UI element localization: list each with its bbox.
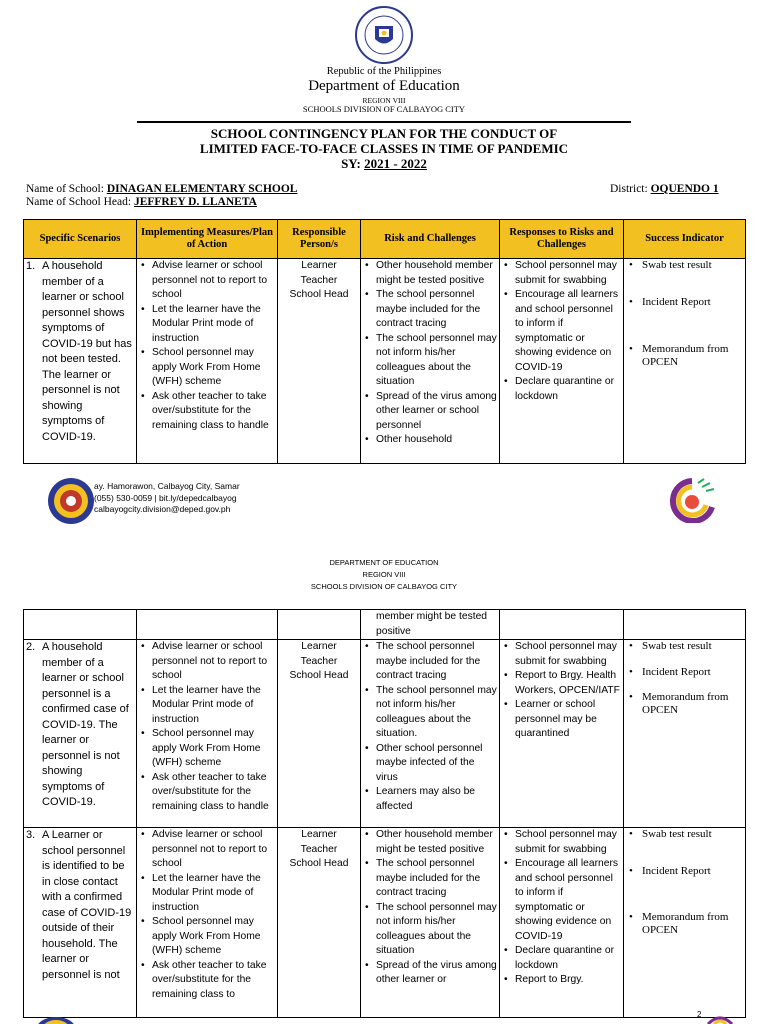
school-head-line: Name of School Head: JEFFREY D. LLANETA <box>26 196 257 208</box>
list-item: • Incident Report <box>624 296 745 309</box>
measures-cell <box>137 259 278 464</box>
list-item: • School personnel may submit for swabbing <box>500 259 623 288</box>
list-item: • Memorandum from OPCEN <box>624 911 745 936</box>
list-item: • School personnel may apply Work From Home (WFH) scheme <box>137 346 277 390</box>
list-item: • Report to Brgy. <box>500 973 623 988</box>
risks-cell <box>361 828 500 1018</box>
list-item: • The school personnel may not inform his/her colleagues about the situation <box>361 901 499 959</box>
list-item: • The school personnel maybe included for the contract tracing <box>361 640 499 684</box>
responses-cell <box>500 828 624 1018</box>
risks-cell: member might be tested positive <box>361 610 500 640</box>
school-name: DINAGAN ELEMENTARY SCHOOL <box>106 183 298 195</box>
school-head: JEFFREY D. LLANETA <box>133 196 257 208</box>
list-item: • Let the learner have the Modular Print mode of instruction <box>137 303 277 347</box>
school-year: SY: 2021 - 2022 <box>341 156 427 171</box>
list-item: • Swab test result <box>624 259 745 272</box>
risks-cell <box>361 259 500 464</box>
list-item: • Encourage all learners and school personnel to inform if symptomatic or showing evidence on COVID-19 <box>500 288 623 375</box>
document-title <box>0 126 768 171</box>
success-cell <box>624 828 746 1018</box>
page2-division: SCHOOLS DIVISION OF CALBAYOG CITY <box>310 582 458 591</box>
table-header-row <box>24 220 746 259</box>
list-item: • Report to Brgy. Health Workers, OPCEN/IATF <box>500 669 623 698</box>
list-item: • Declare quarantine or lockdown <box>500 375 623 404</box>
list-item: • School personnel may submit for swabbing <box>500 828 623 857</box>
table-row <box>24 640 746 828</box>
school-name-line: Name of School: DINAGAN ELEMENTARY SCHOOL <box>26 183 298 195</box>
responses-cell <box>500 259 624 464</box>
list-item: • Swab test result <box>624 828 745 841</box>
division-seal-logo-partial <box>36 1016 76 1024</box>
scenario-cell: 3. A Learner or school personnel is identified to be in close contact with a confirmed case of COVID-19 outside of their household. The learner or personnel is not <box>24 828 137 1018</box>
measures-cell <box>137 828 278 1018</box>
list-item: • Advise learner or school personnel not to report to school <box>137 828 277 872</box>
list-item: • Spread of the virus among other learner or <box>361 959 499 988</box>
emblem-logo <box>664 477 720 523</box>
list-item: • Incident Report <box>624 865 745 878</box>
list-item: • Other school personnel maybe infected of the virus <box>361 742 499 786</box>
district-line: District: OQUENDO 1 <box>610 183 719 195</box>
table-row <box>24 610 746 640</box>
list-item: • Memorandum from OPCEN <box>624 691 745 716</box>
division-seal-logo <box>47 477 95 525</box>
persons-cell: Learner Teacher School Head <box>278 640 361 828</box>
department-title: Department of Education <box>308 78 460 94</box>
header-cell: Responsible Person/s <box>278 220 361 259</box>
list-item: • Spread of the virus among other learner or school personnel <box>361 390 499 434</box>
list-item: • The school personnel maybe included for the contract tracing <box>361 857 499 901</box>
list-item: • School personnel may apply Work From Home (WFH) scheme <box>137 727 277 771</box>
region-text: REGION VIII <box>362 96 406 105</box>
list-item: • Other household member might be tested positive <box>361 259 499 288</box>
republic-text: Republic of the Philippines <box>326 66 442 77</box>
list-item: • Learners may also be affected <box>361 785 499 814</box>
title-line-2: LIMITED FACE-TO-FACE CLASSES IN TIME OF PANDEMIC <box>199 141 569 156</box>
list-item: • The school personnel maybe included for the contract tracing <box>361 288 499 332</box>
list-item: • Ask other teacher to take over/substitute for the remaining class to handle <box>137 771 277 815</box>
risks-cell <box>361 640 500 828</box>
footer-contact <box>94 481 240 516</box>
list-item: • Encourage all learners and school personnel to inform if symptomatic or showing evidence on COVID-19 <box>500 857 623 944</box>
list-item: • Incident Report <box>624 666 745 679</box>
header-cell: Risk and Challenges <box>361 220 500 259</box>
page-number: 2 <box>697 1010 702 1019</box>
title-line-1: SCHOOL CONTINGENCY PLAN FOR THE CONDUCT OF <box>210 126 558 141</box>
header-cell: Specific Scenarios <box>24 220 137 259</box>
list-item: • The school personnel may not inform his/her colleagues about the situation <box>361 332 499 390</box>
list-item: • Ask other teacher to take over/substitute for the remaining class to handle <box>137 390 277 434</box>
persons-cell: Learner Teacher School Head <box>278 828 361 1018</box>
list-item: • Ask other teacher to take over/substitute for the remaining class to <box>137 959 277 1003</box>
success-cell <box>624 640 746 828</box>
division-text: SCHOOLS DIVISION OF CALBAYOG CITY <box>302 104 466 114</box>
list-item: • Advise learner or school personnel not to report to school <box>137 259 277 303</box>
list-item: • Memorandum from OPCEN <box>624 343 745 368</box>
contingency-table-continued <box>23 609 746 1018</box>
scenario-cell: 1. A household member of a learner or school personnel shows symptoms of COVID-19 but has not been tested. The learner or personnel is not showing symptoms of COVID-19. <box>24 259 137 464</box>
success-cell <box>624 259 746 464</box>
list-item: • Advise learner or school personnel not to report to school <box>137 640 277 684</box>
footer-email: calbayogcity.division@deped.gov.ph <box>94 504 231 514</box>
header-cell: Implementing Measures/Plan of Action <box>137 220 278 259</box>
footer-phone: (055) 530-0059 | bit.ly/depedcalbayog <box>94 492 237 503</box>
header-cell: Responses to Risks and Challenges <box>500 220 624 259</box>
district: OQUENDO 1 <box>650 183 719 195</box>
header-cell: Success Indicator <box>624 220 746 259</box>
emblem-logo-partial <box>704 1016 736 1024</box>
table-row <box>24 259 746 464</box>
list-item: • Learner or school personnel may be quarantined <box>500 698 623 742</box>
table-row <box>24 828 746 1018</box>
list-item: • School personnel may apply Work From Home (WFH) scheme <box>137 915 277 959</box>
list-item: • School personnel may submit for swabbing <box>500 640 623 669</box>
page2-dept: DEPARTMENT OF EDUCATION <box>329 558 439 567</box>
list-item: • Other household member might be tested positive <box>361 828 499 857</box>
list-item: • The school personnel may not inform his/her colleagues about the situation. <box>361 684 499 742</box>
persons-cell: Learner Teacher School Head <box>278 259 361 464</box>
list-item: • Let the learner have the Modular Print mode of instruction <box>137 684 277 728</box>
scenario-cell: 2. A household member of a learner or school personnel is a confirmed case of COVID-19. The learner or personnel is not showing symptoms of COVID-19. <box>24 640 137 828</box>
list-item: • Let the learner have the Modular Print mode of instruction <box>137 872 277 916</box>
contingency-table <box>23 219 746 464</box>
header-rule <box>137 121 631 123</box>
page2-region: REGION VIII <box>362 570 406 579</box>
list-item: • Other household <box>361 433 499 448</box>
list-item: • Swab test result <box>624 640 745 653</box>
footer-address: ay. Hamorawon, Calbayog City, Samar <box>94 481 240 491</box>
measures-cell <box>137 640 278 828</box>
list-item: • Declare quarantine or lockdown <box>500 944 623 973</box>
deped-seal-logo <box>355 6 413 64</box>
responses-cell <box>500 640 624 828</box>
